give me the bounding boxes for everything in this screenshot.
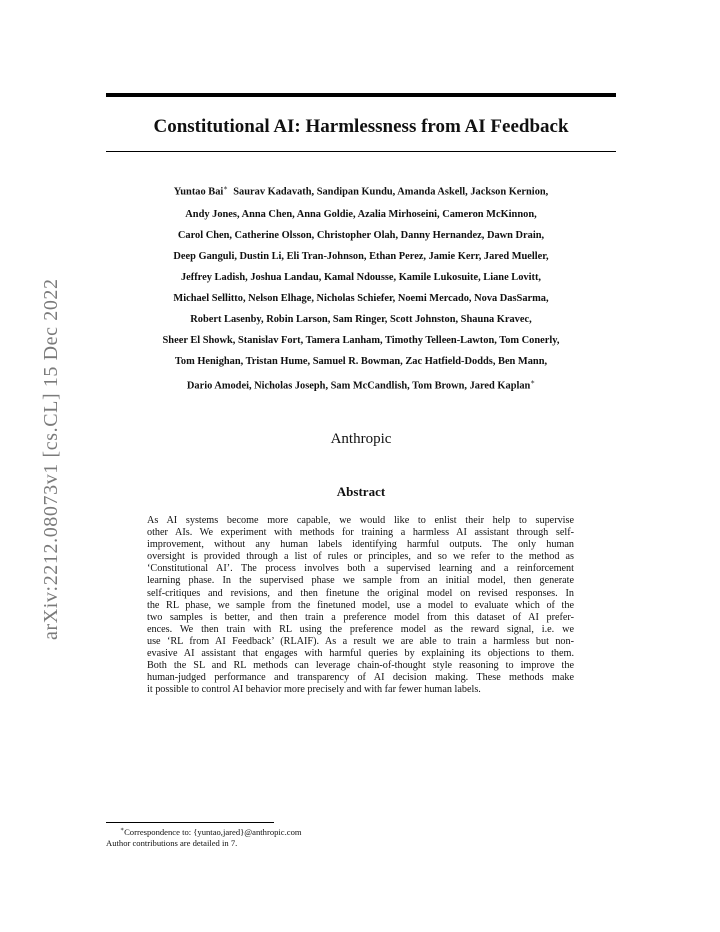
author-line bbox=[106, 372, 616, 393]
author-line: Jeffrey Ladish, Joshua Landau, Kamal Ndousse, Kamile Lukosuite, Liane Lovitt, bbox=[180, 272, 542, 283]
abstract-line: ences. We then train with RL using the preference model as the reward signal, i.e. we bbox=[147, 623, 574, 635]
correspondence-text: Correspondence to: {yuntao,jared}@anthropic.com bbox=[124, 826, 302, 837]
first-author: Yuntao Bai bbox=[173, 186, 224, 198]
footnote-line: Author contributions are detailed in 7. bbox=[106, 838, 238, 849]
abstract-line: As AI systems become more capable, we would like to enlist their help to supervise bbox=[147, 515, 574, 526]
footnote-mark: ∗ bbox=[120, 827, 125, 833]
correspondence-mark: ∗ bbox=[223, 184, 229, 192]
author-line: Tom Henighan, Tristan Hume, Samuel R. Bowman, Zac Hatfield-Dodds, Ben Mann, bbox=[174, 356, 548, 367]
abstract-line: the RL phase, we sample from the finetuned model, use a model to evaluate which of the bbox=[147, 599, 574, 611]
abstract-line: improvement, without any human labels identifying harmful outputs. The only human bbox=[147, 539, 574, 551]
abstract-body bbox=[147, 515, 574, 696]
author-list bbox=[106, 178, 616, 393]
footnote-line bbox=[106, 825, 506, 838]
abstract-line: human-judged performance and transparency of AI decision making. These methods make bbox=[147, 672, 574, 684]
author-line: Carol Chen, Catherine Olsson, Christopher Olah, Danny Hernandez, Dawn Drain, bbox=[177, 230, 545, 241]
abstract-line: ‘Constitutional AI’. The process involves both a supervised learning and a reinforcement bbox=[147, 563, 574, 575]
author-line bbox=[106, 178, 616, 199]
correspondence-mark: ∗ bbox=[530, 378, 536, 386]
title-top-rule bbox=[106, 93, 616, 97]
arxiv-stamp: arXiv:2212.08073v1 [cs.CL] 15 Dec 2022 bbox=[40, 278, 62, 640]
abstract-line: other AIs. We experiment with methods for training a harmless AI assistant through self- bbox=[147, 527, 574, 539]
footnote bbox=[106, 825, 506, 850]
author-names: Saurav Kadavath, Sandipan Kundu, Amanda Askell, Jackson Kernion, bbox=[233, 186, 549, 198]
abstract-line: learning phase. In the supervised phase we sample from an initial model, then generate bbox=[147, 575, 574, 587]
footnote-rule bbox=[106, 822, 274, 823]
abstract-line: it possible to control AI behavior more precisely and with far fewer human labels. bbox=[147, 684, 481, 696]
author-names: Dario Amodei, Nicholas Joseph, Sam McCandlish, Tom Brown, Jared Kaplan bbox=[186, 380, 531, 392]
abstract-line: self-critiques and revisions, and then finetune the original model on revised responses. In bbox=[147, 587, 574, 599]
title-bottom-rule bbox=[106, 151, 616, 152]
abstract-line: use ‘RL from AI Feedback’ (RLAIF). As a result we are able to train a harmless but non- bbox=[147, 635, 574, 647]
paper-title: Constitutional AI: Harmlessness from AI Feedback bbox=[153, 116, 569, 137]
author-line: Deep Ganguli, Dustin Li, Eli Tran-Johnson, Ethan Perez, Jamie Kerr, Jared Mueller, bbox=[173, 251, 549, 262]
affiliation: Anthropic bbox=[330, 431, 392, 447]
abstract-line: Both the SL and RL methods can leverage chain-of-thought style reasoning to improve the bbox=[147, 660, 574, 672]
author-line: Robert Lasenby, Robin Larson, Sam Ringer, Scott Johnston, Shauna Kravec, bbox=[190, 314, 532, 325]
author-line: Sheer El Showk, Stanislav Fort, Tamera Lanham, Timothy Telleen-Lawton, Tom Conerly, bbox=[162, 335, 560, 346]
abstract-line: evasive AI assistant that engages with harmful queries by explaining its objections to them. bbox=[147, 648, 574, 660]
abstract-line: oversight is provided through a list of rules or principles, and so we refer to the method as bbox=[147, 551, 574, 563]
author-line: Andy Jones, Anna Chen, Anna Goldie, Azalia Mirhoseini, Cameron McKinnon, bbox=[185, 209, 537, 220]
author-line: Michael Sellitto, Nelson Elhage, Nicholas Schiefer, Noemi Mercado, Nova DasSarma, bbox=[173, 293, 549, 304]
abstract-heading: Abstract bbox=[336, 484, 386, 499]
abstract-line: two samples is better, and then train a preference model from this dataset of AI prefer- bbox=[147, 611, 574, 623]
